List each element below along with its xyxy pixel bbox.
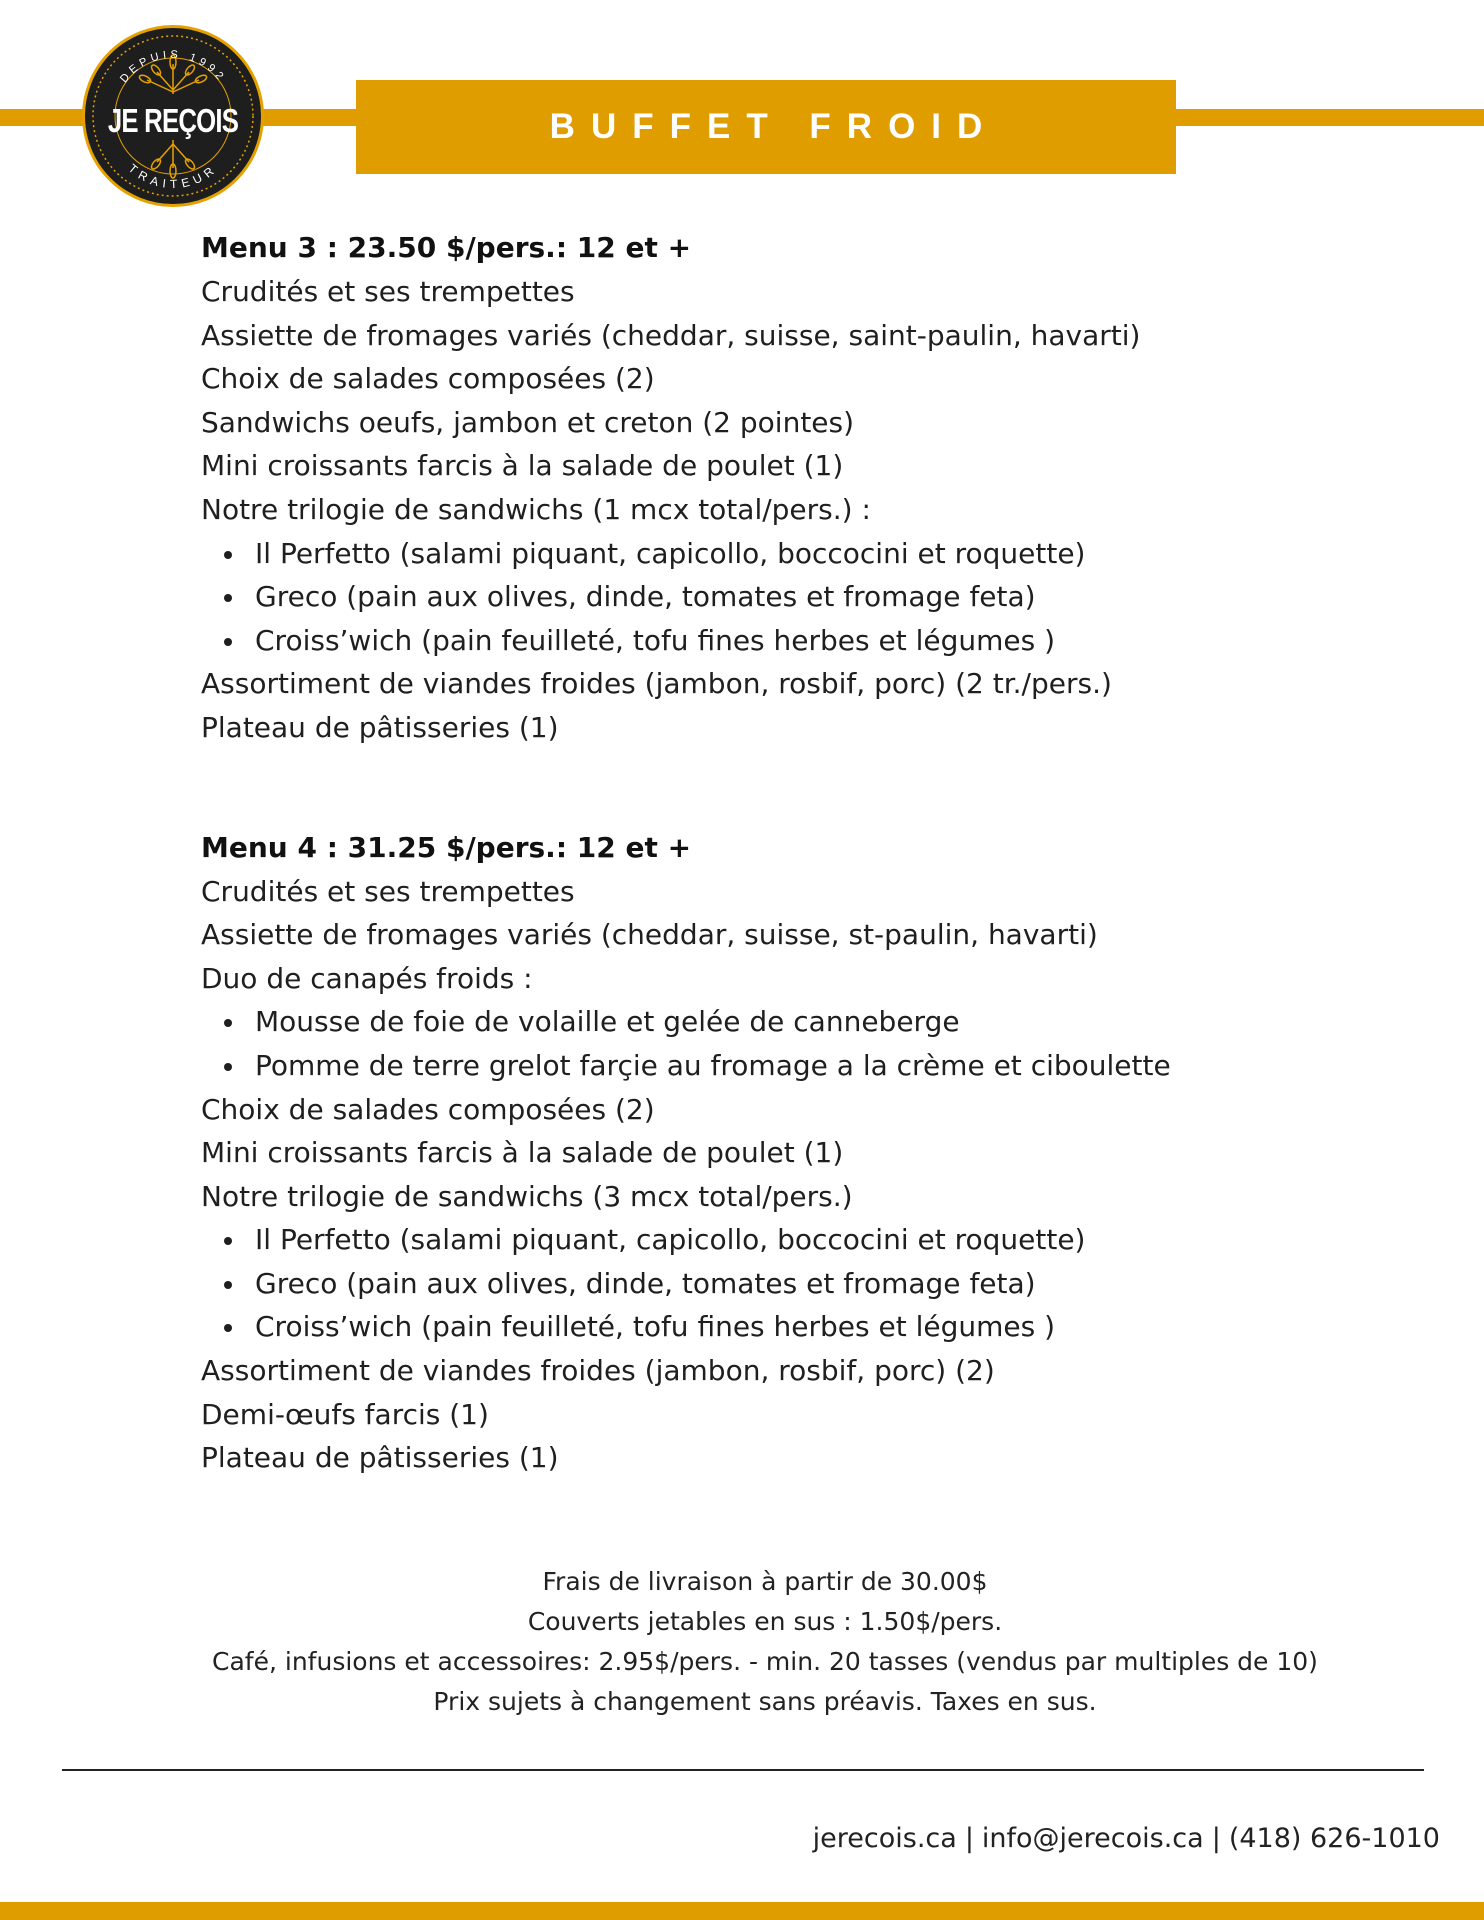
menu-item: Assiette de fromages variés (cheddar, suisse, st-paulin, havarti) bbox=[201, 918, 1098, 952]
page-title: BUFFET FROID bbox=[549, 107, 999, 146]
separator: | bbox=[964, 1823, 974, 1854]
bullet-item: Il Perfetto (salami piquant, capicollo, boccocini et roquette) bbox=[201, 532, 1361, 576]
menu-content bbox=[201, 226, 1361, 1556]
bullet-item: Il Perfetto (salami piquant, capicollo, boccocini et roquette) bbox=[201, 1218, 1361, 1262]
phone-number[interactable]: (418) 626-1010 bbox=[1228, 1823, 1440, 1854]
menu-item: Assortiment de viandes froides (jambon, rosbif, porc) (2 tr./pers.) bbox=[201, 667, 1112, 701]
menu-item: Mini croissants farcis à la salade de poulet (1) bbox=[201, 449, 844, 483]
bullet-item: Greco (pain aux olives, dinde, tomates et fromage feta) bbox=[201, 1262, 1361, 1306]
note-line: Prix sujets à changement sans préavis. Taxes en sus. bbox=[433, 1687, 1097, 1716]
menu-4-title: Menu 4 : 31.25 $/pers.: 12 et + bbox=[201, 830, 692, 864]
bullet-dot-icon bbox=[224, 1063, 232, 1071]
bullet-dot-icon bbox=[224, 1324, 232, 1332]
note-line: Frais de livraison à partir de 30.00$ bbox=[542, 1567, 988, 1596]
menu-item: Duo de canapés froids : bbox=[201, 961, 533, 995]
separator: | bbox=[1211, 1823, 1221, 1854]
menu-item: Demi-œufs farcis (1) bbox=[201, 1397, 489, 1431]
menu-item: Crudités et ses trempettes bbox=[201, 874, 575, 908]
pricing-notes bbox=[0, 1562, 1484, 1722]
menu-item: Assiette de fromages variés (cheddar, suisse, saint-paulin, havarti) bbox=[201, 318, 1141, 352]
note-line: Couverts jetables en sus : 1.50$/pers. bbox=[527, 1607, 1003, 1636]
footer-divider bbox=[62, 1769, 1424, 1771]
menu-3 bbox=[201, 226, 1361, 750]
bullet-dot-icon bbox=[224, 638, 232, 646]
menu-item: Choix de salades composées (2) bbox=[201, 1092, 655, 1126]
brand-logo bbox=[82, 25, 264, 207]
menu-4 bbox=[201, 826, 1361, 1480]
header-banner bbox=[356, 80, 1176, 174]
bullet-item: Mousse de foie de volaille et gelée de canneberge bbox=[201, 1000, 1361, 1044]
bullet-dot-icon bbox=[224, 1019, 232, 1027]
menu-item: Choix de salades composées (2) bbox=[201, 362, 655, 396]
menu-item: Crudités et ses trempettes bbox=[201, 275, 575, 308]
bullet-item: Croiss’wich (pain feuilleté, tofu fines herbes et légumes ) bbox=[201, 619, 1361, 663]
bullet-dot-icon bbox=[224, 594, 232, 602]
email-link[interactable]: info@jerecois.ca bbox=[981, 1823, 1204, 1854]
logo-brand-name: JE REÇOIS bbox=[107, 102, 239, 139]
menu-item: Assortiment de viandes froides (jambon, rosbif, porc) (2) bbox=[201, 1354, 995, 1388]
menu-item: Mini croissants farcis à la salade de poulet (1) bbox=[201, 1136, 844, 1170]
canape-list bbox=[201, 1000, 1361, 1087]
bullet-item: Croiss’wich (pain feuilleté, tofu fines herbes et légumes ) bbox=[201, 1305, 1361, 1349]
menu-item: Notre trilogie de sandwichs (1 mcx total/pers.) : bbox=[201, 492, 871, 526]
website-link[interactable]: jerecois.ca bbox=[812, 1823, 957, 1854]
sandwich-list bbox=[201, 532, 1361, 663]
menu-item: Notre trilogie de sandwichs (3 mcx total/pers.) bbox=[201, 1179, 853, 1213]
bullet-item: Greco (pain aux olives, dinde, tomates et fromage feta) bbox=[201, 575, 1361, 619]
bullet-dot-icon bbox=[224, 1281, 232, 1289]
menu-item: Plateau de pâtisseries (1) bbox=[201, 1441, 559, 1475]
menu-item: Sandwichs oeufs, jambon et creton (2 pointes) bbox=[201, 405, 855, 439]
footer-gold-bar bbox=[0, 1902, 1484, 1920]
sandwich-list bbox=[201, 1218, 1361, 1349]
note-line: Café, infusions et accessoires: 2.95$/pers. - min. 20 tasses (vendus par multiples de 10) bbox=[212, 1647, 1318, 1676]
bullet-dot-icon bbox=[224, 551, 232, 559]
bullet-item: Pomme de terre grelot farçie au fromage a la crème et ciboulette bbox=[201, 1044, 1361, 1088]
contact-info bbox=[813, 1823, 1440, 1854]
logo-tagline-text: TRAITEUR bbox=[125, 161, 221, 192]
menu-3-title: Menu 3 : 23.50 $/pers.: 12 et + bbox=[201, 231, 692, 264]
menu-item: Plateau de pâtisseries (1) bbox=[201, 710, 559, 744]
bullet-dot-icon bbox=[224, 1237, 232, 1245]
logo-since-text: DEPUIS 1992 bbox=[117, 48, 229, 86]
